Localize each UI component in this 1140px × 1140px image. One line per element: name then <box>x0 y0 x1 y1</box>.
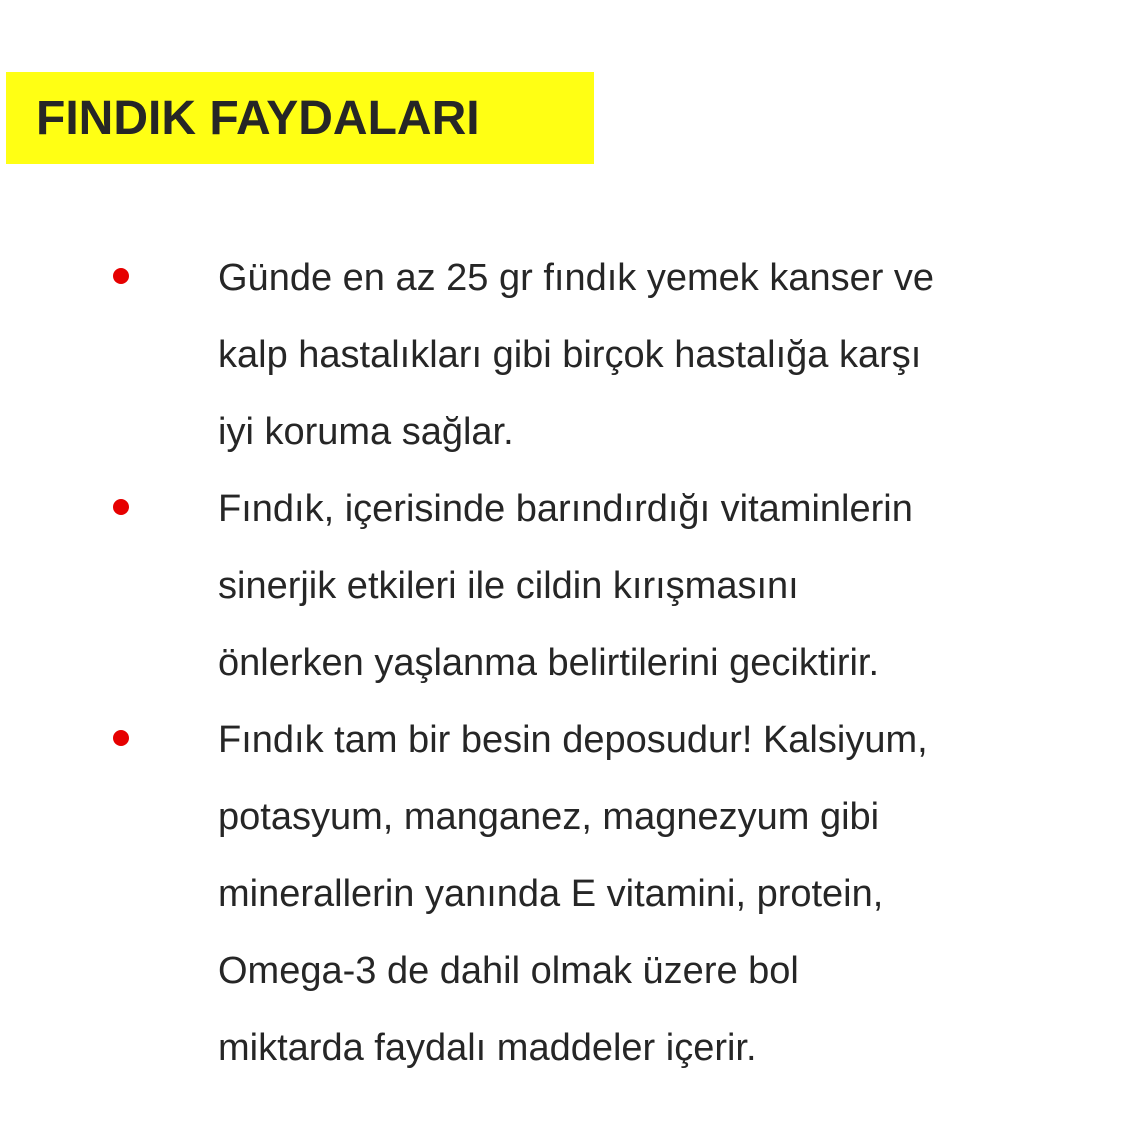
bullet-icon <box>113 730 129 746</box>
list-item <box>0 471 1140 702</box>
bullet-icon <box>113 499 129 515</box>
page-title: FINDIK FAYDALARI <box>36 91 480 145</box>
list-item <box>0 240 1140 471</box>
benefits-list <box>0 240 1140 1087</box>
list-item-text: Günde en az 25 gr fındık yemek kanser ve kalp hastalıkları gibi birçok hastalığa karşı iyi koruma sağlar. <box>218 257 935 453</box>
bullet-icon <box>113 268 129 284</box>
list-item-text: Fındık tam bir besin deposudur! Kalsiyum, potasyum, manganez, magnezyum gibi minerallerin yanında E vitamini, protein, Omega-3 de dahil olmak üzere bol miktarda faydalı maddeler içerir. <box>218 719 928 1069</box>
list-item-text: Fındık, içerisinde barındırdığı vitaminlerin sinerjik etkileri ile cildin kırışmasını önlerken yaşlanma belirtilerini geciktirir. <box>218 488 913 684</box>
list-item <box>0 702 1140 1087</box>
title-highlight <box>6 72 594 164</box>
